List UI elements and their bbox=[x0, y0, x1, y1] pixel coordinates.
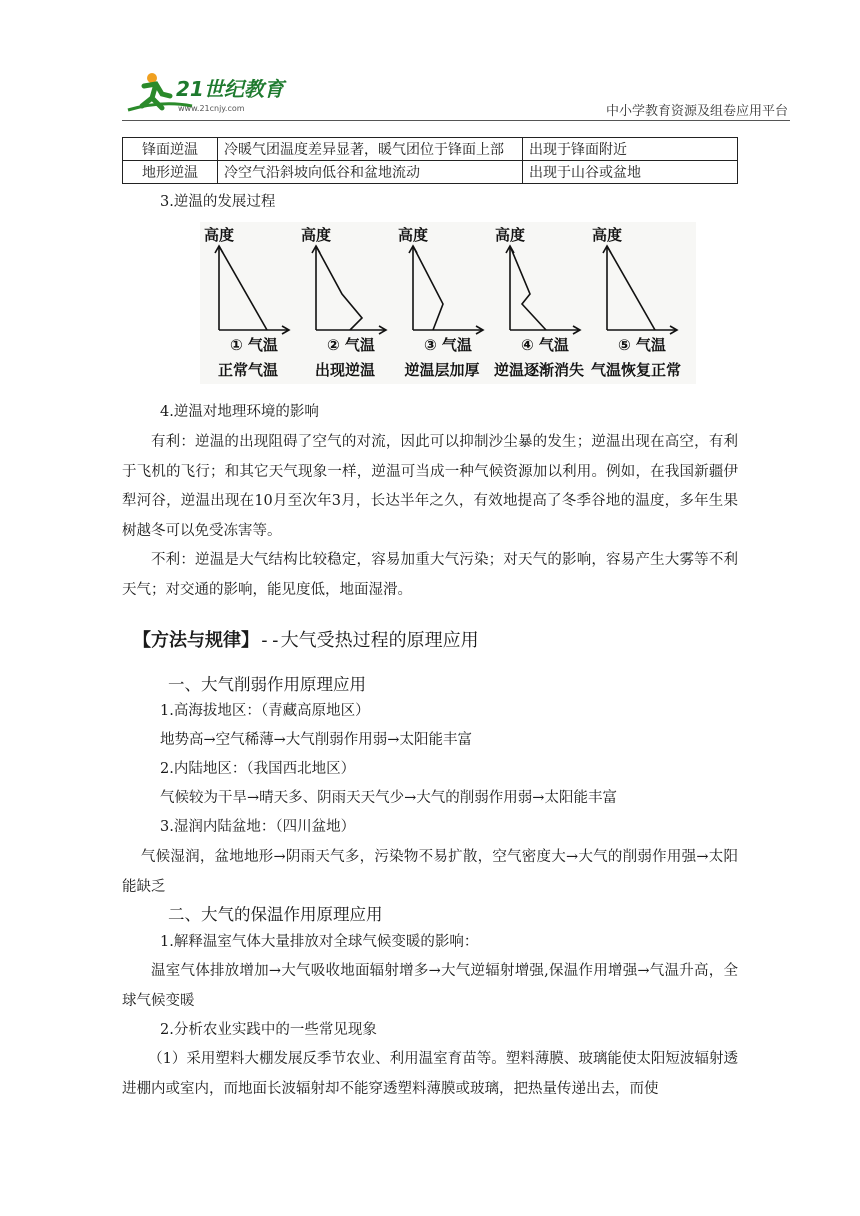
temperature-profile-line bbox=[413, 246, 443, 330]
table-cell: 地形逆温 bbox=[123, 161, 218, 184]
logo-head-icon bbox=[147, 73, 157, 83]
part1-item2-chain: 气候较为干旱→晴天多、阴雨天天气少→大气的削弱作用弱→太阳能丰富 bbox=[160, 790, 617, 806]
advantage-paragraph: 有利：逆温的出现阻碍了空气的对流，因此可以抑制沙尘暴的发生；逆温出现在高空，有利于飞机的飞行；和其它天气现象一样，逆温可当成一种气候资源加以利用。例如，在我国新疆伊犁河谷，逆温出现在10月至次年3月，长达半年之久，有效地提高了冬季谷地的温度，多年生果树越冬可以免受冻害等。 bbox=[122, 434, 738, 539]
y-axis-label: 高度 bbox=[495, 226, 526, 244]
part2-item2-body bbox=[122, 1045, 738, 1104]
part2-item1: 1.解释温室气体大量排放对全球气候变暖的影响： bbox=[160, 934, 479, 950]
x-axis-label: ⑤ 气温 bbox=[618, 336, 666, 354]
part1-item3: 3.湿润内陆盆地：（四川盆地） bbox=[160, 819, 356, 835]
part1-item1-chain: 地势高→空气稀薄→大气削弱作用弱→太阳能丰富 bbox=[160, 732, 472, 748]
y-axis-label: 高度 bbox=[592, 226, 623, 244]
platform-name: 中小学教育资源及组卷应用平台 bbox=[605, 104, 788, 119]
panel-caption: 气温恢复正常 bbox=[590, 361, 682, 379]
part2-item1-chain: 温室气体排放增加→大气吸收地面辐射增多→大气逆辐射增强,保温作用增强→气温升高，全球气候变暖 bbox=[122, 963, 738, 1009]
table-row bbox=[123, 161, 738, 184]
temperature-profile-line bbox=[316, 246, 362, 330]
y-axis-label: 高度 bbox=[204, 226, 235, 244]
section-3-title: 3.逆温的发展过程 bbox=[160, 194, 276, 210]
svg-text:21世纪教育: 21世纪教育 bbox=[176, 77, 284, 101]
table-cell: 冷暖气团温度差异显著，暖气团位于锋面上部 bbox=[218, 138, 523, 161]
part2-item1-chain-block bbox=[122, 957, 738, 1016]
inversion-development-diagram bbox=[200, 222, 696, 384]
header-divider bbox=[122, 120, 790, 121]
temperature-profile-line bbox=[219, 246, 267, 330]
panel-caption: 逆温逐渐消失 bbox=[493, 361, 585, 379]
part2-item2: 2.分析农业实践中的一些常见现象 bbox=[160, 1022, 377, 1038]
disadvantage-paragraph: 不利：逆温是大气结构比较稳定，容易加重大气污染；对天气的影响，容易产生大雾等不利天气；对交通的影响，能见度低，地面湿滑。 bbox=[122, 552, 738, 598]
table-row bbox=[123, 138, 738, 161]
part1-heading: 一、大气削弱作用原理应用 bbox=[168, 675, 366, 694]
part1-item3-chain: 气候湿润，盆地地形→阴雨天气多，污染物不易扩散，空气密度大→大气的削弱作用强→太阳能缺乏 bbox=[122, 849, 738, 895]
part2-item2-para1: （1）采用塑料大棚发展反季节农业、利用温室育苗等。塑料薄膜、玻璃能使太阳短波辐射透进棚内或室内，而地面长波辐射却不能穿透塑料薄膜或玻璃，把热量传递出去，而使 bbox=[122, 1051, 738, 1097]
x-axis-label: ③ 气温 bbox=[424, 336, 472, 354]
table-cell: 冷空气沿斜坡向低谷和盆地流动 bbox=[218, 161, 523, 184]
temperature-profile-line bbox=[510, 246, 546, 330]
table-cell: 锋面逆温 bbox=[123, 138, 218, 161]
part1-item2: 2.内陆地区：（我国西北地区） bbox=[160, 761, 356, 777]
x-axis-label: ① 气温 bbox=[230, 336, 278, 354]
part1-item1: 1.高海拔地区：（青藏高原地区） bbox=[160, 703, 370, 719]
y-axis-label: 高度 bbox=[301, 226, 332, 244]
inversion-type-table bbox=[122, 137, 738, 184]
section-4-body bbox=[122, 428, 738, 605]
x-axis-label: ② 气温 bbox=[327, 336, 375, 354]
method-title: 【方法与规律】--大气受热过程的原理应用 bbox=[133, 630, 479, 651]
y-axis-label: 高度 bbox=[398, 226, 429, 244]
part2-heading: 二、大气的保温作用原理应用 bbox=[168, 905, 383, 924]
svg-text:www.21cnjy.com: www.21cnjy.com bbox=[178, 104, 245, 113]
x-axis-label: ④ 气温 bbox=[521, 336, 569, 354]
part1-item3-chain-block bbox=[122, 843, 738, 902]
section-4-title: 4.逆温对地理环境的影响 bbox=[160, 404, 319, 420]
panel-caption: 出现逆温 bbox=[314, 361, 376, 379]
table-cell: 出现于锋面附近 bbox=[523, 138, 738, 161]
panel-caption: 正常气温 bbox=[217, 361, 279, 379]
panel-caption: 逆温层加厚 bbox=[404, 361, 480, 379]
table-cell: 出现于山谷或盆地 bbox=[523, 161, 738, 184]
logo bbox=[122, 66, 292, 118]
temperature-profile-line bbox=[607, 246, 655, 330]
